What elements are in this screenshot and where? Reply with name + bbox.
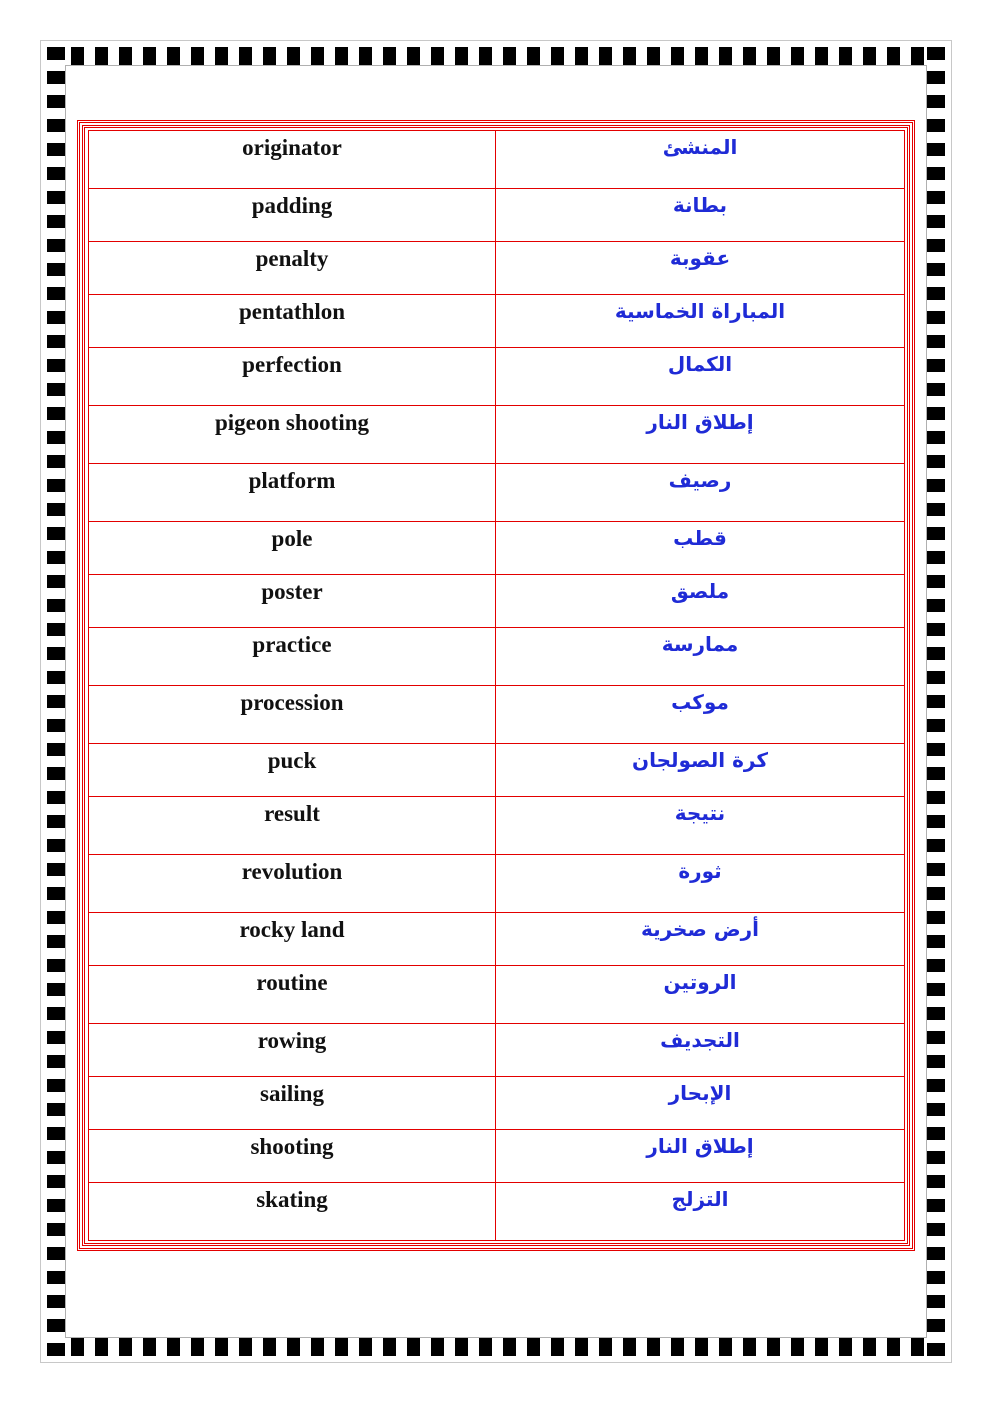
table-row bbox=[89, 797, 905, 855]
checkered-border-bottom bbox=[47, 1338, 945, 1356]
arabic-translation: رصيف bbox=[496, 464, 905, 522]
table-row bbox=[89, 913, 905, 966]
arabic-translation: إطلاق النار bbox=[496, 406, 905, 464]
english-term: perfection bbox=[89, 348, 496, 406]
arabic-translation: المباراة الخماسية bbox=[496, 295, 905, 348]
arabic-translation: المنشئ bbox=[496, 131, 905, 189]
english-term: platform bbox=[89, 464, 496, 522]
arabic-translation: ممارسة bbox=[496, 628, 905, 686]
table-row bbox=[89, 744, 905, 797]
english-term: originator bbox=[89, 131, 496, 189]
english-term: revolution bbox=[89, 855, 496, 913]
table-row bbox=[89, 295, 905, 348]
table-row bbox=[89, 131, 905, 189]
arabic-translation: الكمال bbox=[496, 348, 905, 406]
english-term: shooting bbox=[89, 1130, 496, 1183]
table-row bbox=[89, 406, 905, 464]
english-term: rocky land bbox=[89, 913, 496, 966]
checkered-border-right bbox=[927, 47, 945, 1356]
english-term: sailing bbox=[89, 1077, 496, 1130]
table-row bbox=[89, 628, 905, 686]
english-term: skating bbox=[89, 1183, 496, 1241]
table-row bbox=[89, 189, 905, 242]
arabic-translation: ثورة bbox=[496, 855, 905, 913]
arabic-translation: التزلج bbox=[496, 1183, 905, 1241]
english-term: pole bbox=[89, 522, 496, 575]
table-row bbox=[89, 686, 905, 744]
english-term: puck bbox=[89, 744, 496, 797]
arabic-translation: نتيجة bbox=[496, 797, 905, 855]
english-term: result bbox=[89, 797, 496, 855]
arabic-translation: إطلاق النار bbox=[496, 1130, 905, 1183]
table-row bbox=[89, 1183, 905, 1241]
english-term: penalty bbox=[89, 242, 496, 295]
english-term: pigeon shooting bbox=[89, 406, 496, 464]
table-row bbox=[89, 242, 905, 295]
arabic-translation: قطب bbox=[496, 522, 905, 575]
table-row bbox=[89, 966, 905, 1024]
english-term: practice bbox=[89, 628, 496, 686]
english-term: routine bbox=[89, 966, 496, 1024]
vocabulary-table bbox=[88, 130, 905, 1241]
checkered-border-top bbox=[47, 47, 945, 65]
table-row bbox=[89, 575, 905, 628]
arabic-translation: كرة الصولجان bbox=[496, 744, 905, 797]
arabic-translation: أرض صخرية bbox=[496, 913, 905, 966]
arabic-translation: الروتين bbox=[496, 966, 905, 1024]
english-term: padding bbox=[89, 189, 496, 242]
table-row bbox=[89, 1024, 905, 1077]
english-term: rowing bbox=[89, 1024, 496, 1077]
english-term: procession bbox=[89, 686, 496, 744]
arabic-translation: موكب bbox=[496, 686, 905, 744]
table-row bbox=[89, 348, 905, 406]
arabic-translation: عقوبة bbox=[496, 242, 905, 295]
checkered-border-left bbox=[47, 47, 65, 1356]
english-term: poster bbox=[89, 575, 496, 628]
table-row bbox=[89, 1077, 905, 1130]
english-term: pentathlon bbox=[89, 295, 496, 348]
arabic-translation: التجديف bbox=[496, 1024, 905, 1077]
table-row bbox=[89, 464, 905, 522]
arabic-translation: الإبحار bbox=[496, 1077, 905, 1130]
table-row bbox=[89, 855, 905, 913]
table-row bbox=[89, 522, 905, 575]
arabic-translation: بطانة bbox=[496, 189, 905, 242]
arabic-translation: ملصق bbox=[496, 575, 905, 628]
table-row bbox=[89, 1130, 905, 1183]
